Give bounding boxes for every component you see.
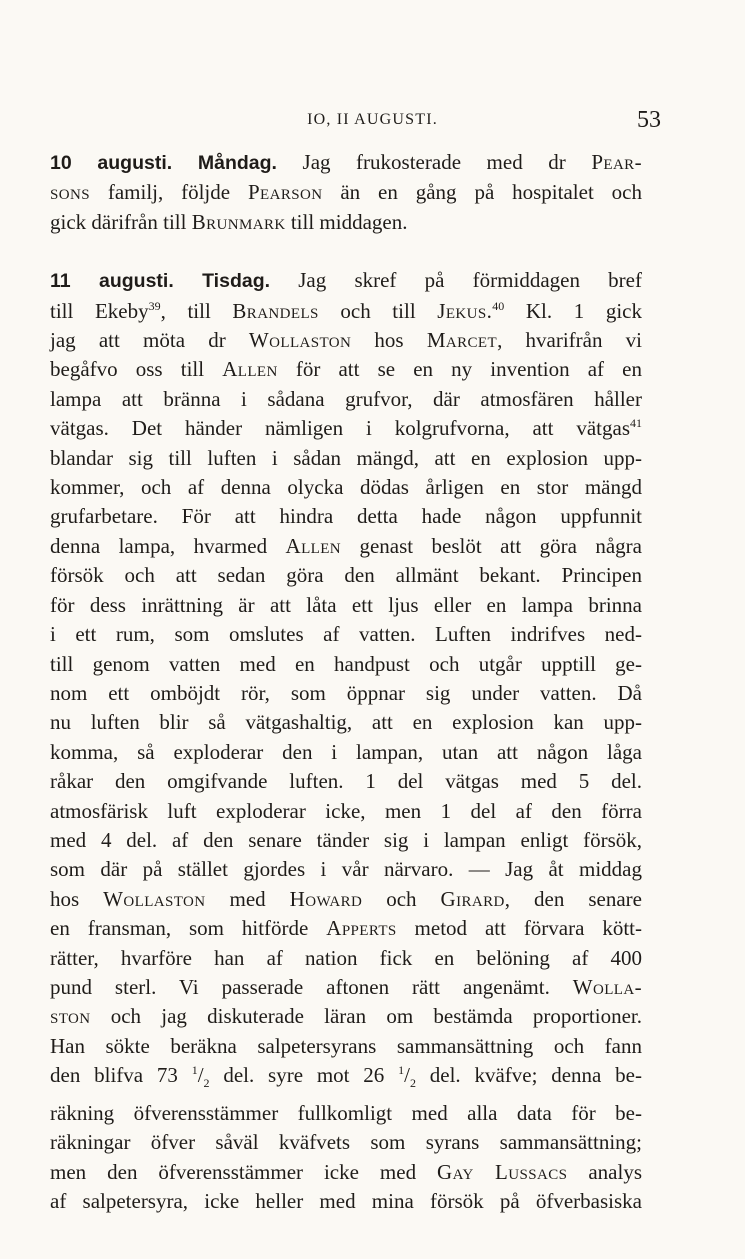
running-head: IO, II AUGUSTI.	[307, 111, 438, 128]
text-line: gick därifrån till Brunmark till middagen.	[50, 209, 408, 234]
person-name: Pearson	[247, 180, 323, 205]
person-name: Brunmark	[191, 209, 286, 234]
footnote-ref: 41	[630, 416, 642, 431]
person-name: Pear-	[591, 150, 642, 174]
footnote-ref: 40	[492, 298, 505, 313]
entry-date: 11 augusti. Tisdag.	[50, 270, 271, 293]
page-header	[0, 107, 745, 141]
entry-11-augusti: 11 augusti. Tisdag. Jag skref på förmiddagen bref till Ekeby$^{39}$, till Brandels och till Jekus.$^{40}$ Kl. 1 gick jag att möta dr Wollaston hos Marcet, hvarifrån vi begåfvo oss till Allen för att se en ny invention af en lampa att bränna i sådana grufvor, där atmosfären håller vätgas. Det händer nämligen i kolgrufvorna, att vätgas$^{41}$ blandar sig till luften i sådan mängd, att en explosion upp- kommer, och af denna olycka dödas årligen en stor mängd grufarbetare. För att hindra detta hade någon uppfunnit denna lampa, hvarmed Allen genast beslöt att göra några försök och att sedan göra den allmänt bekant. Principen för dess inrättning är att låta ett ljus eller en lampa brinna i ett rum, som omslutes af vatten. Luften indrifves ned- till genom vatten med en handpust och utgår upptill ge- nom ett omböjdt rör, som öppnar sig under vatten. Då nu luften blir så vätgashaltig, att en explosion kan upp- komma, så exploderar den i lampan, utan att någon låga råkar den omgifvande luften. 1 del vätgas med 5 del. atmosfärisk luft exploderar icke, men 1 del af den förra med 4 del. af den senare tänder sig i lampan enligt försök, som där på stället gjordes i vår närvaro. — Jag åt middag hos Wollaston med Howard och Girard, den senare en fransman, som hitförde Apperts metod att förvara kött- rätter, hvarföre han af nation fick en belöning af 400 pund sterl. Vi passerade aftonen rätt angenämt. Wolla- ston och jag diskuterade läran om bestämda proportioner. Han sökte beräkna salpetersyrans sammansättning och fann den blifva 73 $^1/_2$ del. syre mot 26 $^1/_2$ del. kväfve; denna be- räkning öfverensstämmer fullkomligt med alla data för be- räkningar öfver såväl kväfvets som syrans sammansättning; men den öfverensstämmer icke med Gay Lussacs analys af salpetersyra, icke heller med mina försök på öfverbasiska	[50, 268, 643, 1213]
body-text	[50, 148, 642, 1216]
entry-date: 10 augusti. Måndag.	[50, 152, 277, 174]
entry-10-augusti	[50, 148, 642, 237]
page-number: 53	[637, 107, 661, 133]
footnote-ref: 39	[148, 298, 161, 313]
text-line: 10 augusti. Måndag. Jag frukosterade med dr Pear-	[50, 150, 642, 174]
text-line: sons familj, följde Pearson än en gång på hospitalet och	[50, 180, 642, 205]
